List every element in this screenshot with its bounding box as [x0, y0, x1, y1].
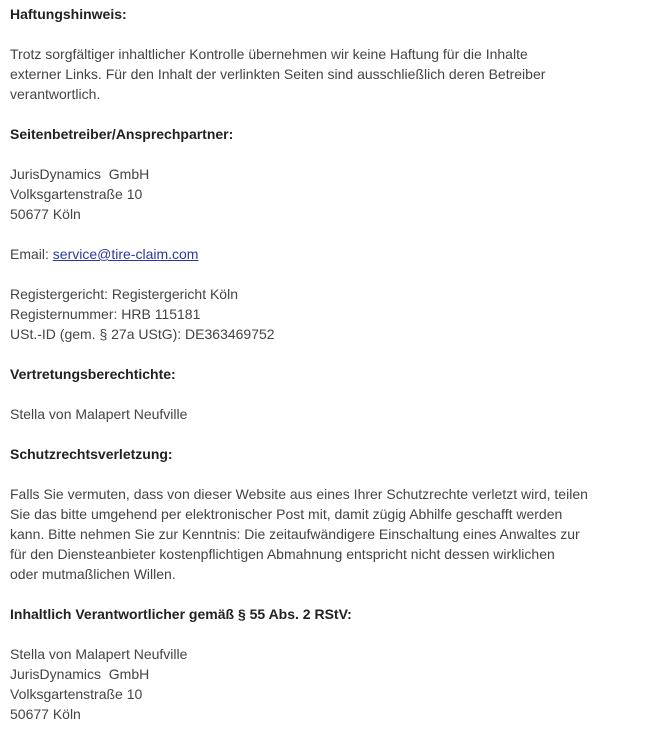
email-label: Email:: [10, 246, 53, 262]
vat-id: USt.-ID (gem. § 27a UStG): DE363469752: [10, 326, 275, 342]
register-info: [10, 284, 275, 344]
liability-line: Trotz sorgfältiger inhaltlicher Kontrolle übernehmen wir keine Haftung für die Inhalte: [10, 46, 528, 62]
representatives-heading: Vertretungsberechtichte:: [10, 366, 176, 382]
content-responsible-name: Stella von Malapert Neufville: [10, 646, 188, 662]
content-responsible-company: JurisDynamics GmbH: [10, 666, 150, 682]
liability-heading: Haftungshinweis:: [10, 6, 127, 22]
ip-violation-line: für den Diensteanbieter kostenpflichtigen Abmahnung entspricht nicht dessen wirklichen: [10, 546, 555, 562]
register-number: Registernummer: HRB 115181: [10, 306, 201, 322]
liability-line: verantwortlich.: [10, 86, 101, 102]
ip-violation-line: Falls Sie vermuten, dass von dieser Website aus eines Ihrer Schutzrechte verletzt wird, teilen: [10, 486, 588, 502]
operator-email-row: [10, 244, 198, 264]
operator-city: 50677 Köln: [10, 206, 81, 222]
operator-address: [10, 164, 149, 224]
ip-violation-heading: Schutzrechtsverletzung:: [10, 446, 173, 462]
representative-name-text: Stella von Malapert Neufville: [10, 406, 188, 422]
email-link[interactable]: service@tire-claim.com: [52, 246, 199, 262]
ip-violation-text: [10, 484, 650, 584]
liability-text: [10, 44, 630, 104]
content-responsible-address: [10, 644, 187, 724]
content-responsible-street: Volksgartenstraße 10: [10, 686, 143, 702]
operator-street: Volksgartenstraße 10: [10, 186, 143, 202]
ip-violation-line: Sie das bitte umgehend per elektronischer Post mit, damit zügig Abhilfe geschafft werden: [10, 506, 563, 522]
ip-violation-line: kann. Bitte nehmen Sie zur Kenntnis: Die zeitaufwändigere Einschaltung eines Anwaltes zur: [10, 526, 580, 542]
representative-name: [10, 404, 187, 424]
operator-heading: Seitenbetreiber/Ansprechpartner:: [10, 126, 234, 142]
operator-company: JurisDynamics GmbH: [10, 166, 150, 182]
liability-line: externer Links. Für den Inhalt der verlinkten Seiten sind ausschließlich deren Betreiber: [10, 66, 546, 82]
register-court: Registergericht: Registergericht Köln: [10, 286, 238, 302]
ip-violation-line: oder mutmaßlichen Willen.: [10, 566, 176, 582]
content-responsible-city: 50677 Köln: [10, 706, 81, 722]
content-responsible-heading: Inhaltlich Verantwortlicher gemäß § 55 Abs. 2 RStV:: [10, 606, 352, 622]
